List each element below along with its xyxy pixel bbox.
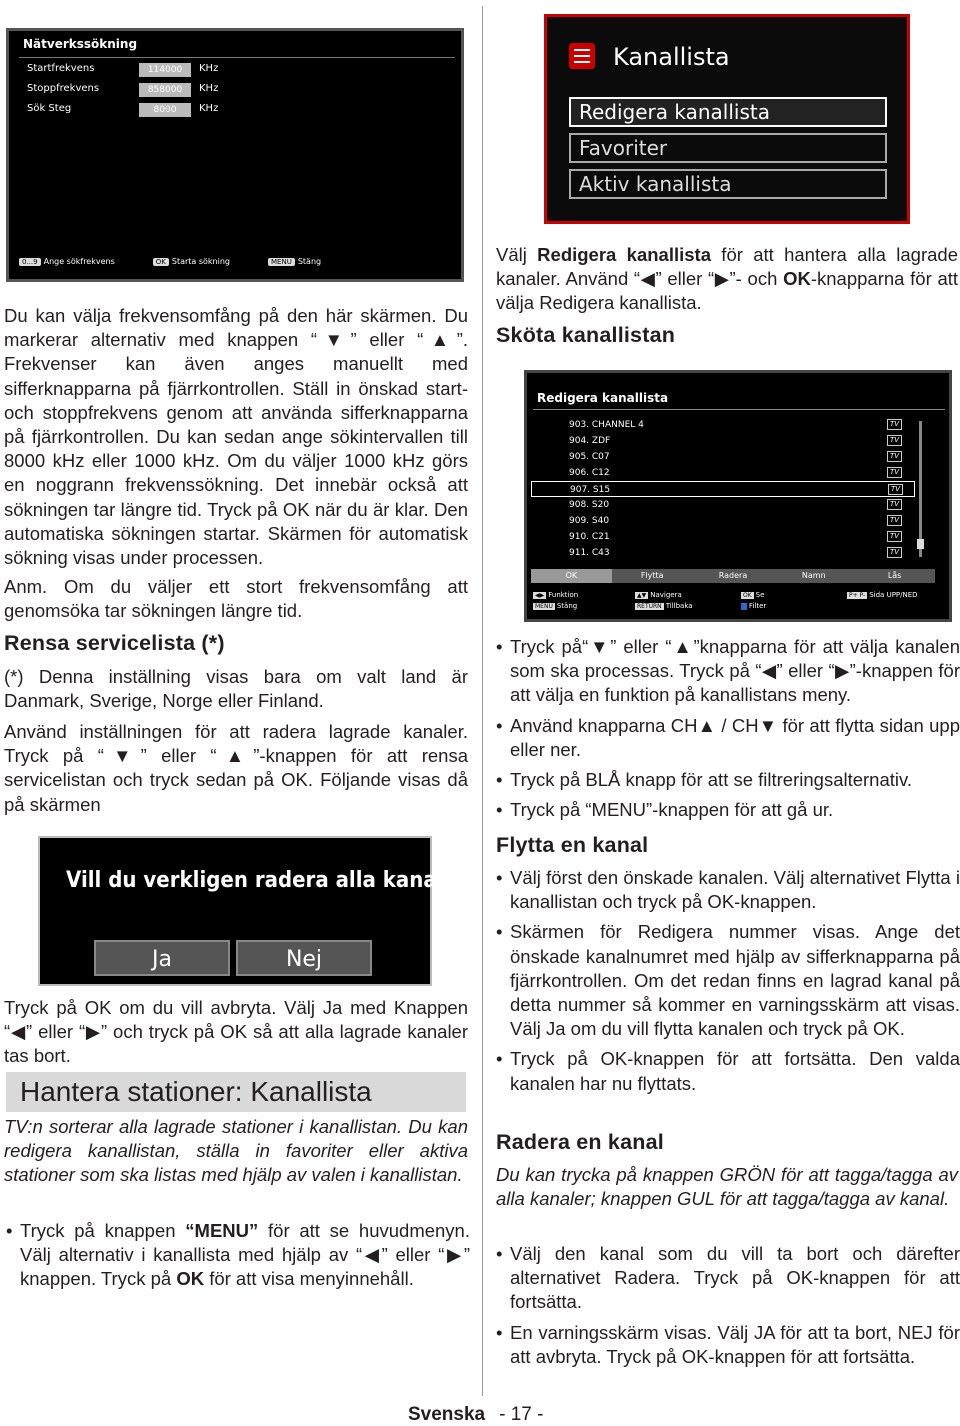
- list-item: • Tryck på OK-knappen för att fortsätta. Den valda kanalen har nu flyttats.: [496, 1047, 960, 1095]
- paragraph-cancel: Tryck på OK om du vill avbryta. Välj Ja med Knappen “◀” eller “▶” och tryck på OK så att alla lagrade kanaler tas bort.: [4, 997, 468, 1067]
- function-tabs: [531, 569, 935, 583]
- column-divider: [482, 6, 483, 1396]
- hint-bar: 0...9 Ange sökfrekvens OK Starta sökning MENU Stäng: [19, 257, 321, 266]
- start-value[interactable]: 114000: [139, 63, 191, 77]
- channel-row[interactable]: 908. S20 TV: [531, 497, 915, 513]
- channel-row[interactable]: 910. C21 TV: [531, 529, 915, 545]
- paragraph-sorting: TV:n sorterar alla lagrade stationer i kanallistan. Du kan redigera kanallistan, ställa in favoriter eller aktiva stationer som ska listas med hjälp av valen i kanallistan.: [4, 1116, 468, 1186]
- section-heading-kanallista: Hantera stationer: Kanallista: [6, 1072, 466, 1112]
- footer-language: Svenska: [408, 1404, 486, 1425]
- heading-rensa: Rensa servicelista (*): [4, 631, 225, 655]
- channel-row[interactable]: 911. C43 TV: [531, 545, 915, 561]
- scrollbar[interactable]: [919, 421, 922, 557]
- screen-title: Kanallista: [613, 43, 730, 71]
- heading-radera: Radera en kanal: [496, 1130, 664, 1154]
- menu-item-aktiv[interactable]: Aktiv kanallista: [569, 169, 887, 199]
- confirm-dialog-screen: [38, 836, 479, 986]
- stop-label: Stoppfrekvens: [27, 83, 100, 94]
- paragraph-frequency: Du kan välja frekvensomfång på den här skärmen. Du markerar alternativ med knappen “▼” eller “▲”. Frekvenser kan även anges manuellt med sifferknapparna på fjärrkontrollen. Ställ in önskad start- och stoppfrekvens genom att använda sifferknapparna på fjärrkontrollen. Du kan sedan ange sökintervallen till 8000 kHz eller 1000 kHz. Om du väljer 1000 kHz görs en noggrann frekvenssökning. Det innebär också att sökningen tar längre tid. Tryck på OK när du är klar. Den automatiska sökningen startar. Skärmen för automatisk sökning visas under processen.: [4, 305, 468, 569]
- no-button[interactable]: Nej: [236, 940, 372, 976]
- start-label: Startfrekvens: [27, 63, 95, 74]
- dialog-question: Vill du verkligen radera alla kanaler?: [66, 868, 479, 893]
- list-item: • Välj den kanal som du vill ta bort och därefter alternativet Radera. Tryck på OK-knappen för att fortsätta.: [496, 1242, 960, 1315]
- list-item: • Tryck på “MENU”-knappen för att gå ur.: [496, 798, 960, 822]
- paragraph-note: Anm. Om du väljer ett stort frekvensomfång att genomsöka tar sökningen längre tid.: [4, 576, 468, 622]
- tab-ok[interactable]: OK: [531, 569, 612, 583]
- list-item: • Använd knapparna CH▲ / CH▼ för att flytta sidan upp eller ner.: [496, 714, 960, 762]
- delete-bullet-list: [496, 1242, 960, 1375]
- tab-flytta[interactable]: Flytta: [640, 571, 664, 580]
- tab-radera[interactable]: Radera: [718, 571, 748, 580]
- channel-row[interactable]: 905. C07 TV: [531, 449, 915, 465]
- channel-row[interactable]: 903. CHANNEL 4 TV: [531, 417, 915, 433]
- list-item: • Tryck på“▼” eller “▲”knapparna för att välja kanalen som ska processas. Tryck på “◀” eller “▶”-knappen för att välja en funktion på kanallistans meny.: [496, 635, 960, 708]
- yes-button[interactable]: Ja: [94, 940, 230, 976]
- list-item: • Tryck på BLÅ knapp för att se filtreringsalternativ.: [496, 768, 960, 792]
- step-label: Sök Steg: [27, 103, 72, 114]
- menu-bullet-list: [6, 1219, 470, 1298]
- menu-item-favoriter[interactable]: Favoriter: [569, 133, 887, 163]
- paragraph-countries: (*) Denna inställning visas bara om valt land är Danmark, Sverige, Norge eller Finland.: [4, 666, 468, 712]
- step-unit: KHz: [199, 103, 219, 114]
- screen-title: Redigera kanallista: [537, 391, 669, 405]
- screen-title: Nätverkssökning: [23, 37, 138, 51]
- start-unit: KHz: [199, 63, 219, 74]
- tab-namn[interactable]: Namn: [801, 571, 826, 580]
- list-item: • En varningsskärm visas. Välj JA för att ta bort, NEJ för att avbryta. Tryck på OK-knappen för att fortsätta.: [496, 1321, 960, 1369]
- channel-row-selected[interactable]: 907. S15 TV: [531, 481, 915, 497]
- kanallista-screen: [544, 14, 910, 224]
- channel-row[interactable]: 904. ZDF TV: [531, 433, 915, 449]
- list-item: • Välj först den önskade kanalen. Välj alternativet Flytta i kanallistan och tryck på OK-knappen.: [496, 866, 960, 914]
- move-bullet-list: [496, 866, 960, 1102]
- manage-bullet-list: [496, 635, 960, 828]
- paragraph-select: Välj Redigera kanallista för att hantera alla lagrade kanaler. Använd “◀” eller “▶”- och OK-knapparna för att välja Redigera kanallista.: [496, 244, 959, 314]
- edit-channel-list-screen: Redigera kanallista 903. CHANNEL 4 TV 904. ZDF TV 905. C07 TV 906. C12 TV 907. S15 TV 908. S20 TV 909. S40 TV 910. C21 TV 911. C43 TV OK Flytta Radera Namn Lås ◀▶ Funktion ▲▼ Navigera OK Se P+ P- Sida UPP/NED MENU Stäng RETURN Tillbaka Filter: [524, 370, 952, 622]
- network-search-screen: [6, 28, 464, 282]
- heading-skota: Sköta kanallistan: [496, 323, 676, 347]
- stop-unit: KHz: [199, 83, 219, 94]
- list-item: • Skärmen för Redigera nummer visas. Ange det önskade kanalnumret med hjälp av sifferknapparna på fjärrkontrollen. Om det redan finns en lagrad kanal på detta nummer så kommer en varningsskärm att visas. Välj Ja om du vill flytta kanalen och tryck på OK.: [496, 920, 960, 1041]
- list-item: • Tryck på knappen “MENU” för att se huvudmenyn. Välj alternativ i kanallista med hjälp av “◀” eller “▶” knappen. Tryck på OK för att visa menyinnehåll.: [6, 1219, 470, 1292]
- menu-item-redigera[interactable]: Redigera kanallista: [569, 97, 887, 127]
- tab-las[interactable]: Lås: [887, 571, 902, 580]
- page-footer: [408, 1404, 543, 1426]
- step-value[interactable]: 8000: [139, 103, 191, 117]
- channel-row[interactable]: 909. S40 TV: [531, 513, 915, 529]
- channel-row[interactable]: 906. C12 TV: [531, 465, 915, 481]
- paragraph-tagging: Du kan trycka på knappen GRÖN för att tagga/tagga av alla kanaler; knappen GUL för att tagga/tagga av kanal.: [496, 1164, 958, 1210]
- list-icon: [569, 43, 595, 69]
- page-number: - 17 -: [499, 1404, 544, 1425]
- paragraph-clear: Använd inställningen för att radera lagrade kanaler. Tryck på “▼” eller “▲”-knappen för att rensa servicelistan och tryck sedan på OK. Följande visas då på skärmen: [4, 721, 468, 815]
- stop-value[interactable]: 858000: [139, 83, 191, 97]
- heading-flytta: Flytta en kanal: [496, 833, 649, 857]
